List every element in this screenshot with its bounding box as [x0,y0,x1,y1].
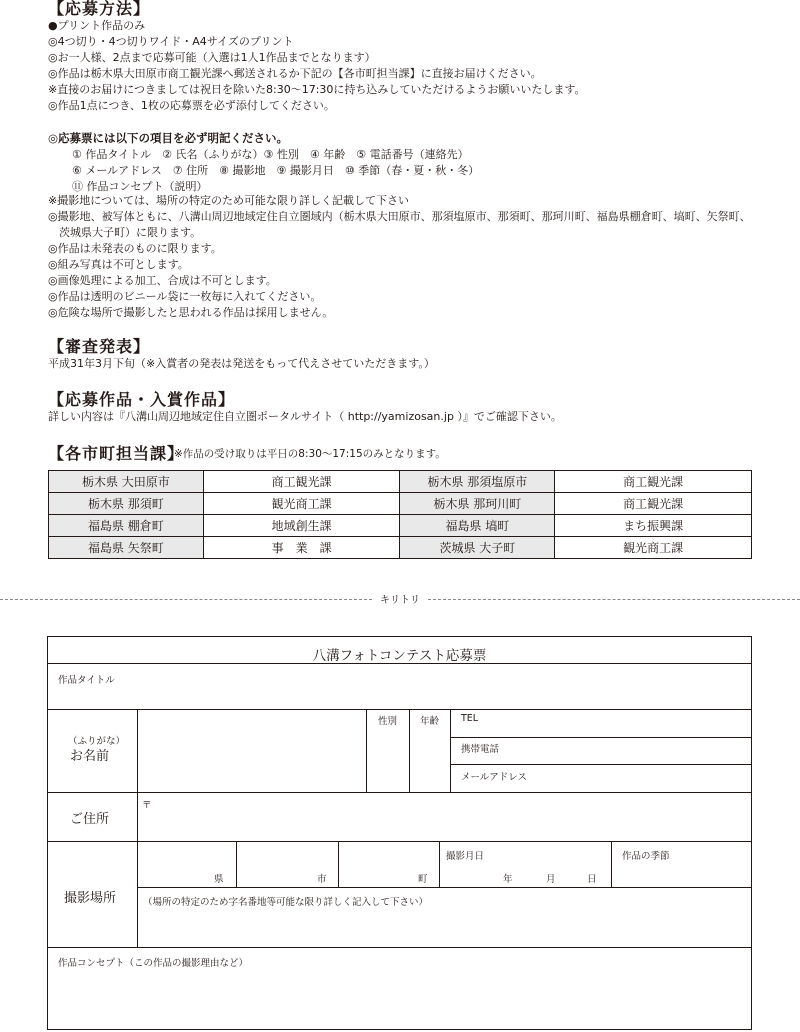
form-divider [439,841,440,887]
table-cell-area: 栃木県 那須塩原市 [400,471,555,493]
works-text: 詳しい内容は『八溝山周辺地域定住自立圏ポータルサイト（ http://yamizosan.jp ）』でご確認下さい。 [48,410,562,423]
table-cell-dept: 商工観光課 [555,493,752,515]
table-row [49,515,752,537]
entry-item: ① 作品タイトル ② 氏名（ふりがな）③ 性別 ④ 年齢 ⑤ 電話番号（連絡先） [72,148,469,161]
work-title-label: 作品タイトル [58,675,115,686]
entry-note: 茨城県大子町）に限ります。 [48,226,202,239]
name-label: お名前 [70,749,110,764]
cut-line-right [428,599,800,600]
address-label: ご住所 [70,812,110,827]
cut-label: キリトリ [380,595,420,606]
tel-label: TEL [461,713,479,724]
form-divider [450,709,451,792]
departments-heading: 【各市町担当課】 [48,444,185,463]
method-line: ※直接のお届けにつきましては祝日を除いた8:30〜17:30に持ち込みしていただけるようお願いいたします。 [48,83,586,96]
entry-note: ※撮影地については、場所の特定のため可能な限り詳しく記載して下さい [48,194,409,207]
email-label: メールアドレス [461,772,528,783]
form-divider [137,887,751,888]
cut-line-left [0,599,372,600]
concept-field[interactable] [58,970,743,1022]
table-cell-area: 栃木県 那珂川町 [400,493,555,515]
entry-note: ◎撮影地、被写体ともに、八溝山周辺地域定住自立圏域内（栃木県大田原市、那須塩原市、那須町、那珂川町、福島県棚倉町、塙町、矢祭町、 [48,210,751,223]
form-divider [611,841,612,887]
form-divider [48,947,751,948]
year-unit: 年 [503,874,513,885]
age-label: 年齢 [420,716,440,727]
location-label: 撮影場所 [64,891,117,906]
form-divider [236,841,237,887]
method-line: ●プリント作品のみ [48,19,146,32]
furigana-label: （ふりがな） [68,736,126,747]
entry-note: ◎画像処理による加工、合成は不可とします。 [48,274,277,287]
day-unit: 日 [587,874,597,885]
form-divider [48,841,751,842]
location-note: （場所の特定のため字名番地等可能な限り詳しく記入して下さい） [143,897,429,908]
mobile-label: 携帯電話 [461,744,500,755]
month-unit: 月 [546,874,556,885]
entry-note: ◎作品は未発表のものに限ります。 [48,242,222,255]
table-row [49,493,752,515]
method-line: ◎4つ切り・4つ切りワイド・A4サイズのプリント [48,35,294,48]
postal-mark: 〒 [142,800,152,811]
table-cell-dept: 観光商工課 [203,493,400,515]
entry-heading: ◎応募票には以下の項目を必ず明記ください。 [48,131,289,145]
entry-notes [48,193,751,321]
table-cell-dept: 商工観光課 [203,471,400,493]
judging-heading: 【審査発表】 [48,337,151,356]
form-divider [48,709,751,710]
works-heading: 【応募作品・入賞作品】 [48,390,236,409]
method-line: ◎作品は栃木県大田原市商工観光課へ郵送されるか下記の【各市町担当課】に直接お届けください。 [48,67,542,80]
method-line: ◎お一人様、2点まで応募可能（入選は1人1作品までとなります） [48,51,376,64]
pref-unit: 県 [214,874,224,885]
table-cell-dept: 事 業 課 [203,537,400,559]
table-cell-area: 福島県 棚倉町 [49,515,204,537]
entry-note: ◎危険な場所で撮影したと思われる作品は採用しません。 [48,306,334,319]
table-row [49,537,752,559]
method-line: ◎作品1点につき、1枚の応募票を必ず添付してください。 [48,99,335,112]
form-title: 八溝フォトコンテスト応募票 [312,648,487,664]
departments-table [48,470,752,559]
table-cell-dept: まち振興課 [555,515,752,537]
method-list [48,18,586,114]
form-divider [409,709,410,792]
date-label: 撮影月日 [446,851,485,862]
gender-label: 性別 [378,716,398,727]
work-title-field[interactable] [58,676,743,704]
departments-note: ※作品の受け取りは平日の8:30〜17:15のみとなります。 [174,448,446,460]
table-cell-dept: 地域創生課 [203,515,400,537]
form-divider [366,709,367,792]
entry-item: ⑪ 作品コンセプト（説明） [72,180,208,193]
method-heading: 【応募方法】 [48,0,151,18]
form-divider [338,841,339,887]
form-divider [450,737,751,738]
concept-label: 作品コンセプト（この作品の撮影理由など） [58,958,249,969]
name-field[interactable] [140,712,362,788]
table-cell-area: 福島県 矢祭町 [49,537,204,559]
entry-item: ⑥ メールアドレス ⑦ 住所 ⑧ 撮影地 ⑨ 撮影月日 ⑩ 季節（春・夏・秋・冬） [72,164,480,177]
table-cell-area: 栃木県 那須町 [49,493,204,515]
town-unit: 町 [418,874,428,885]
table-cell-area: 栃木県 大田原市 [49,471,204,493]
entry-note: ◎組み写真は不可とします。 [48,258,189,271]
entry-items [72,147,479,195]
entry-note: ◎作品は透明のビニール袋に一枚毎に入れてください。 [48,290,322,303]
table-cell-area: 福島県 塙町 [400,515,555,537]
form-divider [450,764,751,765]
address-field[interactable] [156,796,746,838]
city-unit: 市 [317,874,327,885]
form-divider [137,709,138,947]
form-divider [48,792,751,793]
table-cell-dept: 観光商工課 [555,537,752,559]
table-cell-dept: 商工観光課 [555,471,752,493]
season-label: 作品の季節 [622,851,670,862]
judging-text: 平成31年3月下旬（※入賞者の発表は発送をもって代えさせていただきます。） [48,357,435,370]
table-row [49,471,752,493]
table-cell-area: 茨城県 大子町 [400,537,555,559]
